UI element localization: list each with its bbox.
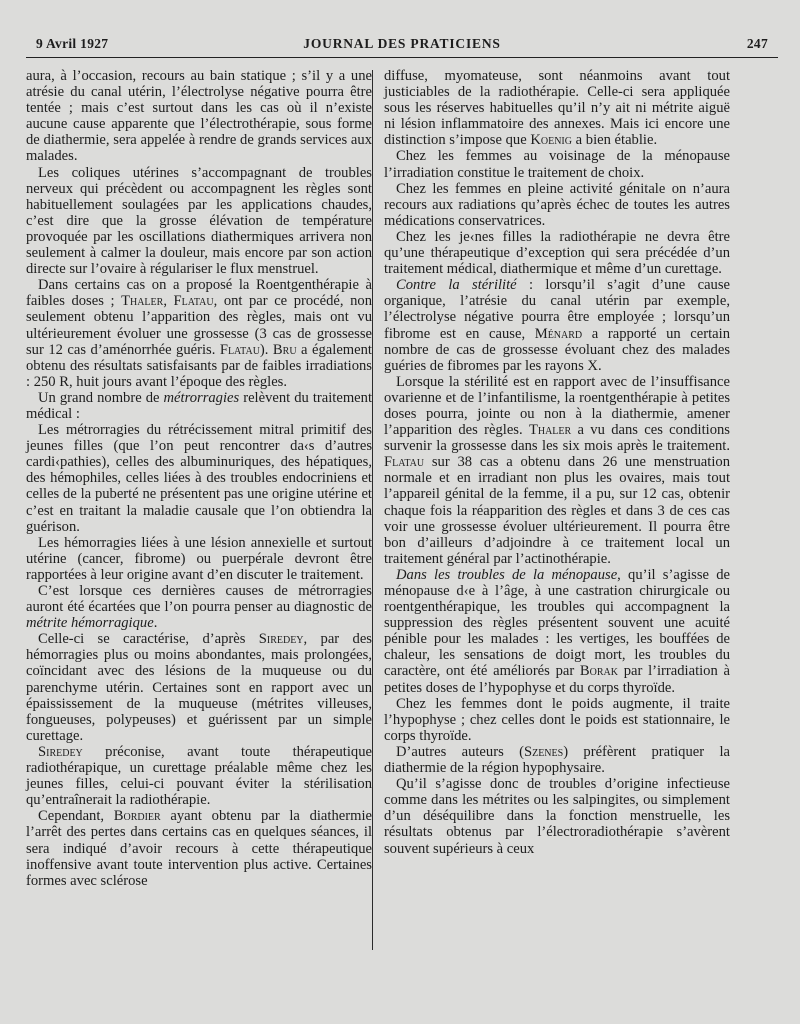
text-run: D’autres auteurs (	[396, 743, 524, 760]
text-run: aura, à l’occasion, recours au bain statique ; s’il y a une atrésie du canal utérin, l’électrolyse négative pourra être tentée ; mais c’est surtout dans les cas où il n’existe aucune cause apparente que l’électrothérapie, sous forme de diathermie, sera appelée à rendre de grands services aux malades.	[26, 68, 372, 165]
text-run: ).	[259, 341, 273, 358]
author-name: Bordier	[113, 808, 161, 825]
author-name: Siredey	[258, 631, 304, 648]
author-name: Flatau	[219, 341, 260, 358]
text-run: , par des hémorragies plus ou moins abondantes, mais prolongées, coïncidant avec des lésions de la muqueuse ou du parenchyme utérin. Certaines sont en rapport avec un épaississement de la muqueuse (métrites villeuses, fongueuses, polypeuses) et guérissent par un simple curettage.	[26, 631, 372, 744]
paragraph	[384, 776, 730, 856]
text-run: a bien établie.	[572, 132, 658, 149]
text-run: ) préfèrent pratiquer la diathermie de la région hypophysaire.	[384, 743, 731, 777]
paragraph	[384, 68, 730, 148]
left-column	[26, 68, 372, 889]
italic-term: métrorragies	[163, 389, 240, 406]
paragraph	[26, 744, 372, 808]
text-run: a également obtenu des résultats satisfaisants par de faibles irradiations : 250 R, huit jours avant l’époque des règles.	[26, 341, 372, 390]
text-run: Chez les femmes dont le poids augmente, il traite l’hypophyse ; chez celles dont le poids est stationnaire, le corps thyroïde.	[384, 695, 730, 744]
text-run: diffuse, myomateuse, sont néanmoins avant tout justiciables de la radiothérapie. Celle-ci sera appliquée sous les réserves habituelles qu’il n’y ait ni métrite aiguë ni lésion inflammatoire des annexes. Mais ici encore une distinction s’impose que	[384, 68, 730, 149]
author-name: Borak	[579, 663, 618, 680]
text-run: C’est lorsque ces dernières causes de métrorragies auront été écartées que l’on pourra penser au diagnostic de	[26, 583, 372, 616]
right-column	[384, 68, 730, 857]
paragraph	[384, 148, 730, 180]
text-run: Un grand nombre de	[38, 389, 164, 406]
paragraph	[26, 277, 372, 390]
paragraph	[384, 229, 730, 277]
paragraph	[26, 422, 372, 535]
text-run: par l’irradiation à petites doses de l’hypophyse et du corps thyroïde.	[384, 663, 730, 696]
text-run: Les coliques utérines s’accompagnant de troubles nerveux qui précèdent ou accompagnent les règles sont habituellement soulagées par les applications chaudes, c’est dire que la grosse élévation de température provoquée par les oscillations diathermiques arrivera non seulement à calmer la douleur, mais encore par son action directe sur l’ovaire à régulariser le flux menstruel.	[26, 164, 372, 278]
paragraph	[26, 631, 372, 744]
text-run: Dans certains cas on a proposé la Roentgenthérapie à faibles doses ;	[26, 277, 372, 310]
paragraph	[26, 390, 372, 422]
header-date: 9 Avril 1927	[36, 36, 109, 51]
paragraph	[384, 374, 730, 567]
text-run: a rapporté un certain nombre de cas de grossesse évoluant chez des malades guéries de fibromes par les rayons X.	[384, 325, 730, 374]
italic-term: Contre la stérilité	[396, 277, 517, 294]
text-run: : lorsqu’il s’agit d’une cause organique, l’atrésie du canal utérin par exemple, l’électrolyse négative pourra être employée ; lorsqu’un fibrome est en cause,	[384, 277, 731, 342]
text-run: ayant obtenu par la diathermie l’arrêt des pertes dans certains cas en quelques séances, il sera indiqué d’avoir recours à cette thérapeutique inoffensive avant toute intervention plus active. Certaines formes avec sclérose	[26, 808, 372, 889]
paragraph	[384, 744, 730, 776]
author-name: Szenes	[523, 743, 564, 760]
paragraph	[384, 696, 730, 744]
paragraph	[384, 181, 730, 229]
text-run: Chez les je‹nes filles la radiothérapie ne devra être qu’une thérapeutique d’exception qui sera précédée d’un traitement médical, diathermique et même d’un curettage.	[384, 228, 730, 278]
text-run: ,	[163, 293, 174, 310]
text-run: .	[153, 615, 158, 632]
paragraph	[26, 583, 372, 631]
text-run: Les hémorragies liées à une lésion annexielle et surtout utérine (cancer, fibrome) ou puerpérale devront être rapportées à leur origine avant d’en discuter le traitement.	[26, 534, 372, 583]
italic-term: Dans les troubles de la ménopause	[396, 566, 618, 583]
text-run: relèvent du traitement médical :	[26, 389, 372, 422]
text-run: Celle-ci se caractérise, d’après	[38, 631, 259, 648]
author-name: Thaler	[528, 422, 572, 439]
header-rule	[26, 57, 778, 58]
author-name: Koenig	[530, 132, 572, 149]
running-header	[26, 36, 778, 56]
text-run: a vu dans ces conditions survenir la grossesse dans les six mois après le traitement.	[384, 422, 730, 455]
text-run: , ont par ce procédé, non seulement obtenu l’apparition des règles, mais ont vu ultérieurement évoluer une grossesse (3 cas de grossesse sur 12 cas d’aménorrhée guéris.	[26, 293, 372, 358]
author-name: Flatau	[173, 293, 214, 310]
italic-term: métrite hémorragique	[26, 615, 154, 632]
text-run: Cependant,	[38, 808, 114, 825]
text-run: , qu’il s’agisse de ménopause d‹e à l’âge, à une castration chirurgicale ou roentgenthérapique, les troubles qui accompagnent la suppression des règles présentent souvent une acuité pénible pour les malades : les vertiges, les bouffées de chaleur, les sensations de doigt mort, les troubles du caractère, ont été améliorés par	[384, 566, 731, 680]
column-divider	[372, 70, 373, 950]
author-name: Flatau	[384, 454, 425, 471]
paragraph	[26, 68, 372, 165]
paragraph	[384, 567, 730, 696]
paragraph	[26, 808, 372, 888]
author-name: Ménard	[534, 325, 583, 342]
text-run: Les métrorragies du rétrécissement mitral primitif des jeunes filles (que l’on peut rencontrer da‹s d’autres cardi‹pathies), celles des albuminuriques, des hépatiques, des hémophiles, celles liées à des troubles endocriniens et celles de la puberté ne présentent pas une origine utérine et c’est en traitant la maladie causale que l’on obtiendra la guérison.	[26, 422, 372, 535]
text-run: Chez les femmes au voisinage de la ménopause l’irradiation constitue le traitement de choix.	[384, 148, 730, 181]
text-run: préconise, avant toute thérapeutique radiothérapique, un curettage préalable même chez les jeunes filles, celui-ci pouvant éviter la stérilisation qu’entraînerait la radiothérapie.	[26, 743, 372, 809]
paragraph	[26, 165, 372, 278]
text-run: Lorsque la stérilité est en rapport avec de l’insuffisance ovarienne et de l’infantilisme, la roentgenthérapie à petites doses pourra, jointe ou non à la diathermie, amener l’apparition des règles.	[384, 373, 730, 439]
text-run: sur 38 cas a obtenu dans 26 une menstruation normale et en irradiant non plus les ovaires, mais tout l’appareil génital de la femme, il a pu, sur 12 cas, obtenir chaque fois la réapparition des règles et dans 3 de ces cas voir une grossesse évoluer ultérieurement. Il pourra être bon d’ailleurs d’adjoindre à ce traitement local un traitement général par l’actinothérapie.	[384, 454, 730, 567]
text-run: Chez les femmes en pleine activité génitale on n’aura recours aux radiations qu’après échec de toutes les autres médications conservatrices.	[384, 180, 730, 229]
paragraph	[26, 535, 372, 583]
paragraph	[384, 277, 730, 374]
page-number: 247	[746, 36, 768, 51]
author-name: Thaler	[121, 293, 164, 310]
author-name: Siredey	[38, 743, 83, 760]
journal-title: JOURNAL DES PRATICIENS	[303, 36, 501, 51]
text-run: Qu’il s’agisse donc de troubles d’origine infectieuse comme dans les métrites ou les salpingites, ou simplement d’un déséquilibre dans la fonction menstruelle, les résultats obtenus par l’électroradiothérapie s’avèrent souvent supérieurs à ceux	[384, 776, 730, 857]
author-name: Bru	[272, 341, 297, 358]
